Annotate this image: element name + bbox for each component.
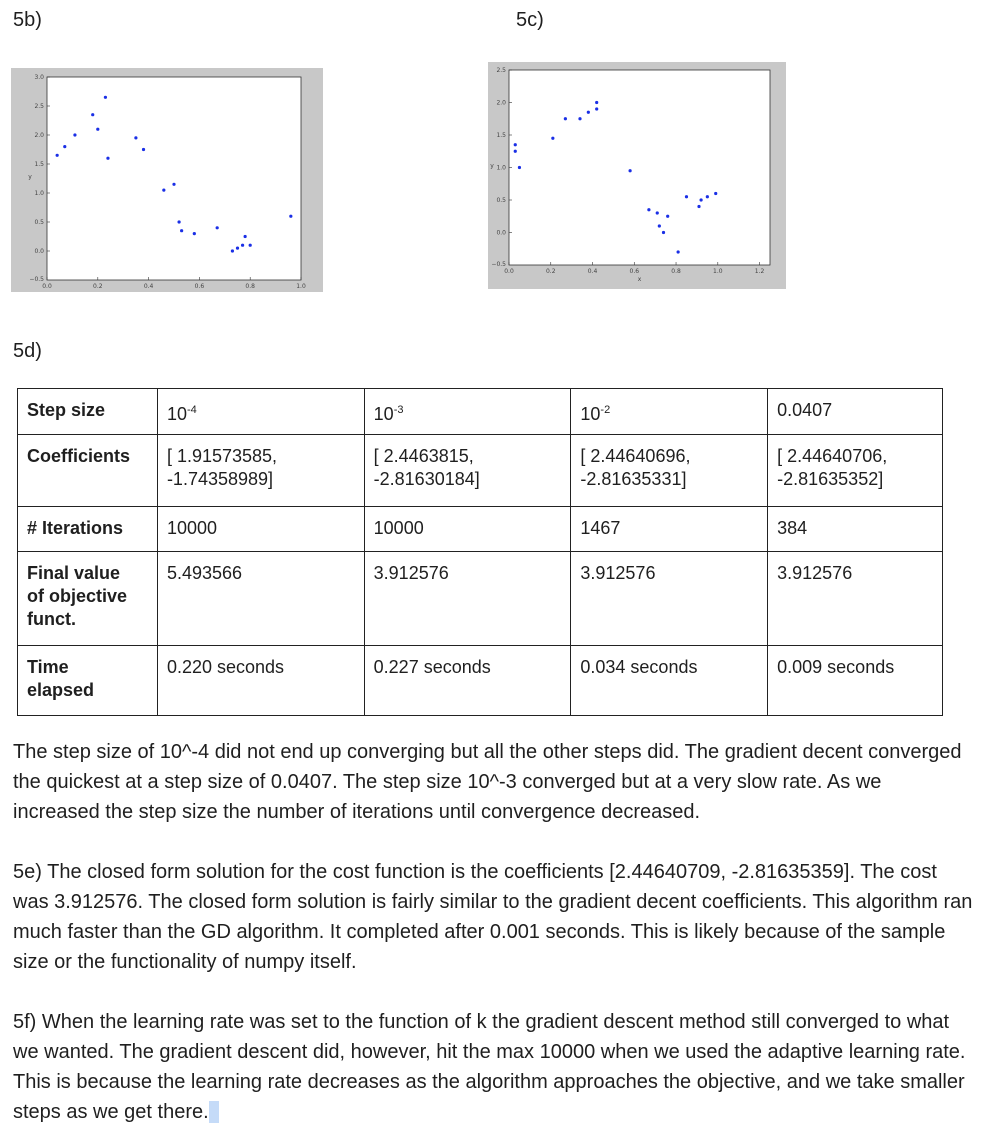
x-tick-label: 0.4 [587,268,598,275]
table-row [18,552,943,646]
data-point [514,150,517,153]
table-cell: 3.912576 [571,552,768,646]
data-point [236,247,239,250]
data-point [96,128,99,131]
y-tick-label: 0.0 [34,248,44,255]
table-cell: 3.912576 [364,552,571,646]
y-tick-label: 2.0 [496,99,506,107]
data-point [104,96,107,99]
data-point [685,195,688,198]
scatter-plot-5c-canvas [488,62,786,289]
paragraph-step-size-summary: The step size of 10^-4 did not end up converging but all the other steps did. The gradient decent converged the quickest at a step size of 0.0407. The step size 10^-3 converged but at a very slow rate. As we increased the step size the number of iterations until convergence decreased. [13,741,962,823]
y-tick-label-bottom: −0.5 [491,261,506,268]
x-tick-label: 0.0 [42,283,52,290]
x-tick-label: 0.2 [545,268,556,275]
table-header-row [18,389,943,435]
y-tick-label: 0.5 [34,219,44,226]
table-row [18,507,943,552]
table-cell: 0.227 seconds [364,646,571,716]
section-label-5b: 5b) [13,9,42,31]
data-point [551,137,554,140]
data-point [249,244,252,247]
data-point [564,117,567,120]
table-cell: 0.220 seconds [157,646,364,716]
data-point [63,145,66,148]
y-tick-label: 1.0 [496,164,506,172]
step-base: 10 [373,404,394,424]
section-label-5d: 5d) [13,340,42,362]
table-cell: 1467 [571,507,768,552]
data-point [647,208,650,211]
x-tick-label: 0.8 [245,283,255,290]
data-point [172,183,175,186]
data-point [134,136,137,139]
data-point [595,107,598,110]
data-point [677,250,680,253]
y-tick-label: 1.5 [496,132,506,139]
table-cell: 384 [768,507,943,552]
row-label: Coefficients [18,435,158,507]
data-point [73,133,76,136]
header-step-size: Step size [18,389,158,435]
table-cell: 0.034 seconds [571,646,768,716]
data-point [587,111,590,114]
data-point [518,166,521,169]
x-tick-label: 1.0 [713,268,723,275]
table-cell: 10000 [157,507,364,552]
x-tick-label: 0.4 [143,283,154,290]
x-tick-label: 0.6 [629,268,640,275]
step-exponent: -2 [600,404,611,416]
data-point [662,231,665,234]
data-point [142,148,145,151]
y-tick-label: 2.5 [34,103,44,110]
data-point [666,215,669,218]
scatter-plot-5b [11,68,323,292]
y-tick-label: 3.0 [34,74,44,81]
data-point [244,235,247,238]
x-tick-label: 0.2 [93,283,103,290]
data-point [91,113,94,116]
results-table [17,388,943,716]
step-base: 10 [166,404,187,424]
step-exponent: -3 [393,404,404,416]
data-point [231,249,234,252]
paragraph-5f [13,1007,973,1127]
y-axis-label: y [490,162,494,170]
data-point [595,101,598,104]
header-step-0-0407: 0.0407 [768,389,943,435]
y-tick-label: 1.5 [34,161,44,168]
data-point [656,211,659,214]
data-point [193,232,196,235]
step-exponent: -4 [186,404,197,416]
y-tick-label: 2.0 [34,132,44,139]
y-tick-label: 0.5 [496,197,506,204]
data-point [289,215,292,218]
y-axis-label: y [28,173,32,181]
table-cell: 3.912576 [768,552,943,646]
data-point [162,189,165,192]
table-cell: 0.009 seconds [768,646,943,716]
data-point [706,195,709,198]
header-step-1e-4 [157,389,364,435]
data-point [106,157,109,160]
x-tick-label: 0.0 [504,268,514,275]
data-point [697,205,700,208]
section-label-5c: 5c) [516,9,544,31]
x-tick-label: 1.0 [296,283,306,290]
row-label: # Iterations [18,507,158,552]
step-base: 10 [580,404,601,424]
table-cell: 5.493566 [157,552,364,646]
data-point [714,192,717,195]
y-tick-label: 1.0 [34,190,44,197]
scatter-plot-5b-canvas [11,68,323,292]
paragraph-5f-text: 5f) When the learning rate was set to the function of k the gradient descent method still converged to what we wanted. The gradient descent did, however, hit the max 10000 when we used the adaptive learning rate. This is because the learning rate decreases as the algorithm approaches the objective, and we take smaller steps as we get there. [13,1011,966,1123]
table-cell: [ 2.4463815, -2.81630184] [364,435,571,507]
table-row [18,435,943,507]
x-axis-label: x [637,276,642,283]
table-cell: [ 2.44640706, -2.81635352] [768,435,943,507]
table-cell: 10000 [364,507,571,552]
table-cell: [ 2.44640696, -2.81635331] [571,435,768,507]
data-point [216,226,219,229]
data-point [241,244,244,247]
table-cell: [ 1.91573585, -1.74358989] [157,435,364,507]
data-point [180,229,183,232]
data-point [629,169,632,172]
header-step-1e-2 [571,389,768,435]
data-point [699,198,702,201]
scatter-plot-5c [488,62,786,289]
x-tick-label: 0.8 [671,268,681,275]
data-point [578,117,581,120]
text-selection [209,1101,219,1123]
data-point [177,220,180,223]
plot-area [47,77,301,280]
row-label: Final value of objective funct. [18,552,158,646]
row-label: Time elapsed [18,646,158,716]
table-row [18,646,943,716]
header-step-1e-3 [364,389,571,435]
data-point [56,154,59,157]
y-tick-label-bottom: −0.5 [29,276,44,283]
data-point [514,143,517,146]
data-point [658,224,661,227]
plot-area [509,70,770,265]
x-tick-label: 0.6 [194,283,205,290]
y-tick-label: 2.5 [496,67,506,74]
y-tick-label: 0.0 [496,229,506,237]
x-tick-label: 1.2 [754,268,765,275]
paragraph-5e: 5e) The closed form solution for the cost function is the coefficients [2.44640709, -2.81635359]. The cost was 3.912576. The closed form solution is fairly similar to the gradient decent coefficients. This algorithm ran much faster than the GD algorithm. It completed after 0.001 seconds. This is likely because of the sample size or the functionality of numpy itself. [13,861,973,973]
